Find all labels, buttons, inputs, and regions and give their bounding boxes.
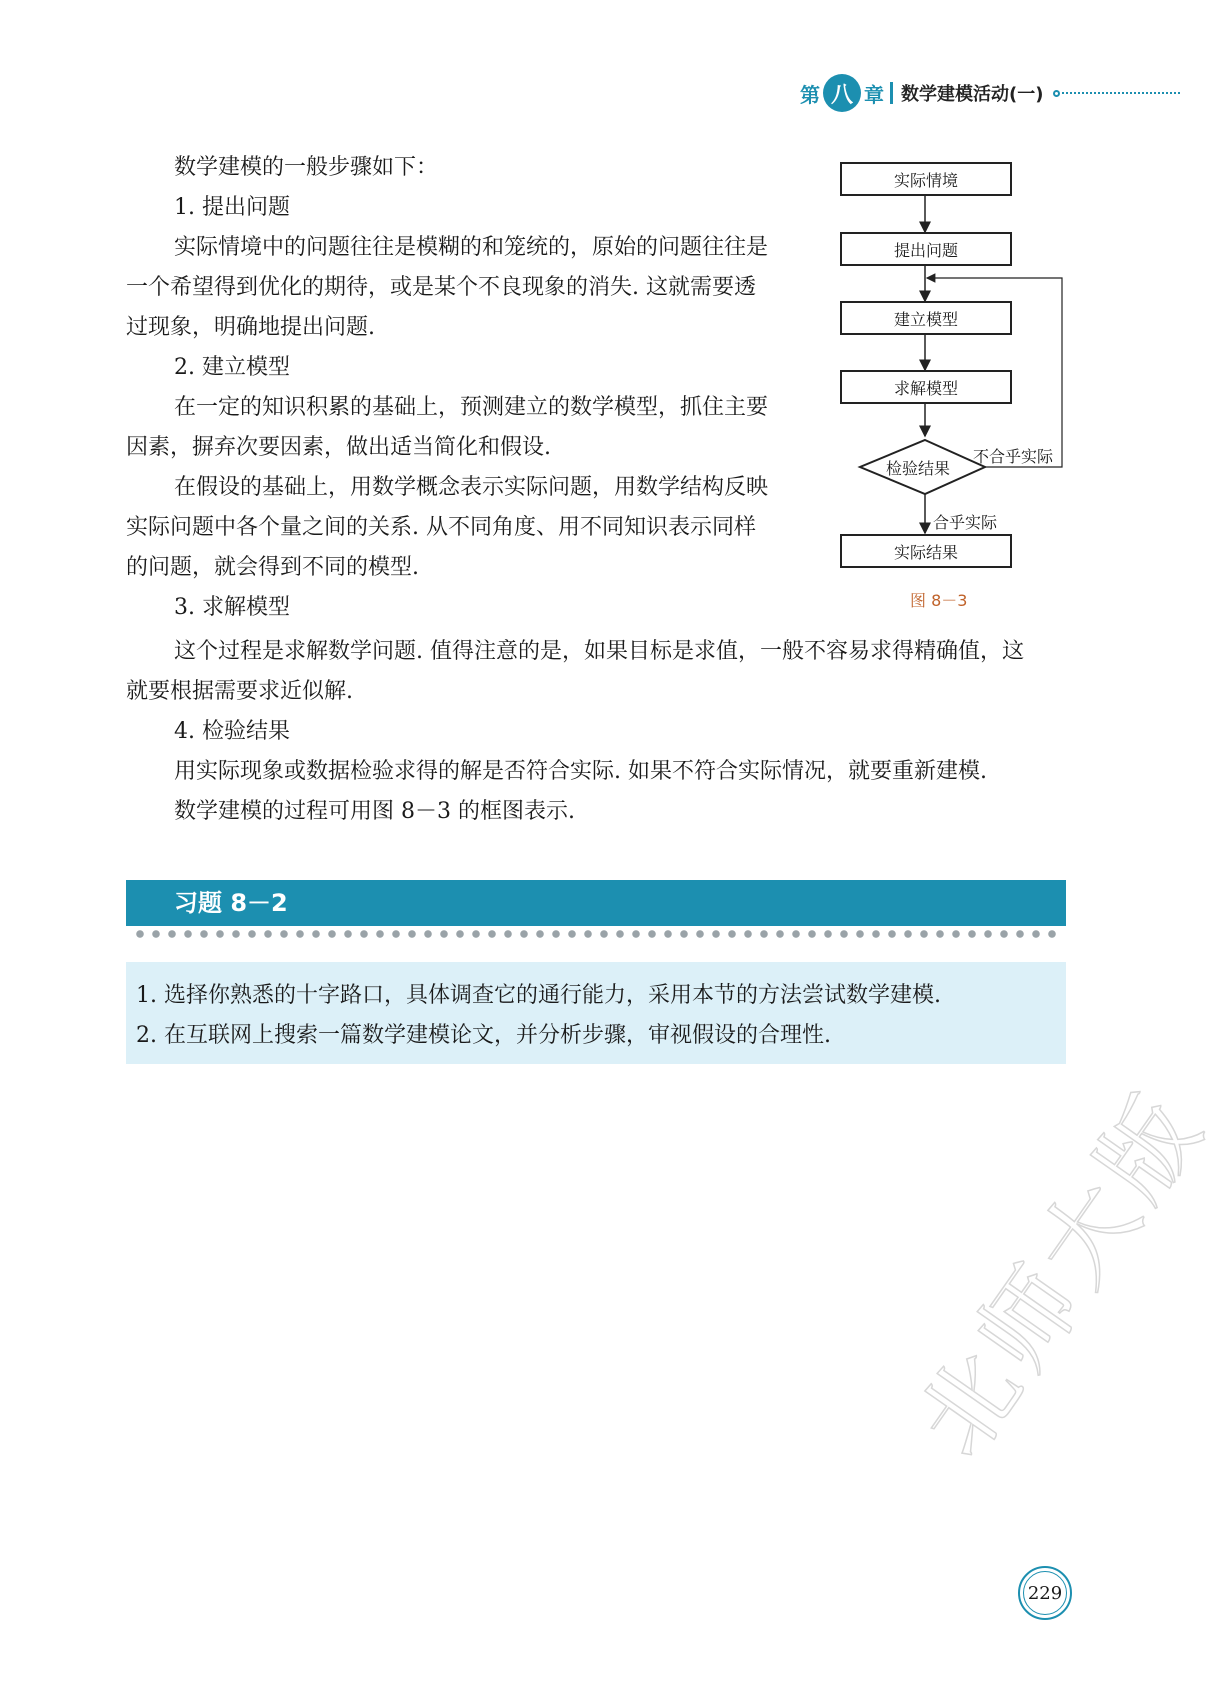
paragraph-line: 过现象，明确地提出问题. <box>126 315 375 340</box>
flow-box-pose-problem: 提出问题 <box>840 232 1012 266</box>
paragraph-line: 一个希望得到优化的期待，或是某个不良现象的消失. 这就需要透 <box>126 275 756 300</box>
paragraph-line: 因素，摒弃次要因素，做出适当简化和假设. <box>126 435 551 460</box>
paragraph-line: 用实际现象或数据检验求得的解是否符合实际. 如果不符合实际情况，就要重新建模. <box>174 759 987 784</box>
paragraph-line: 实际情境中的问题往往是模糊的和笼统的，原始的问题往往是 <box>174 235 769 260</box>
intro-line: 数学建模的一般步骤如下： <box>174 155 439 180</box>
page-number: 229 <box>1023 1571 1067 1615</box>
paragraph-line: 就要根据需要求近似解. <box>126 679 353 704</box>
modeling-flowchart <box>830 150 1080 620</box>
paragraph-line: 的问题，就会得到不同的模型. <box>126 555 419 580</box>
chapter-header <box>800 76 1180 110</box>
flow-decision-label: 检验结果 <box>886 459 951 478</box>
exercise-item: 1. 选择你熟悉的十字路口，具体调查它的通行能力，采用本节的方法尝试数学建模. <box>136 983 941 1008</box>
chapter-title: 数学建模活动(一) <box>901 84 1044 105</box>
step-heading: 3. 求解模型 <box>174 595 290 620</box>
flow-box-build-model: 建立模型 <box>840 301 1012 335</box>
exercise-dot-divider <box>132 929 1064 939</box>
flow-no-label: 不合乎实际 <box>973 447 1054 466</box>
chapter-suffix: 章 <box>864 82 884 107</box>
header-dot-icon <box>1053 90 1060 97</box>
paragraph-line: 实际问题中各个量之间的关系. 从不同角度、用不同知识表示同样 <box>126 515 756 540</box>
body-text-upper <box>126 148 816 628</box>
step-heading: 4. 检验结果 <box>174 719 290 744</box>
exercise-title: 习题 8－2 <box>126 880 1066 926</box>
header-divider <box>890 82 893 104</box>
paragraph-line: 数学建模的过程可用图 8－3 的框图表示. <box>174 799 575 824</box>
figure-caption: 图 8－3 <box>910 591 968 610</box>
chapter-prefix: 第 <box>800 82 820 107</box>
publisher-watermark: 北师大版 <box>896 1070 1227 1476</box>
flow-box-result: 实际结果 <box>840 534 1012 568</box>
flow-yes-label: 合乎实际 <box>933 513 998 532</box>
page-number-badge <box>1018 1566 1072 1620</box>
exercise-item: 2. 在互联网上搜索一篇数学建模论文，并分析步骤，审视假设的合理性. <box>136 1023 831 1048</box>
step-heading: 1. 提出问题 <box>174 195 290 220</box>
flow-box-solve-model: 求解模型 <box>840 370 1012 404</box>
paragraph-line: 在一定的知识积累的基础上，预测建立的数学模型，抓住主要 <box>174 395 769 420</box>
exercise-box <box>126 962 1066 1064</box>
flow-box-situation: 实际情境 <box>840 162 1012 196</box>
body-text-lower <box>126 632 1070 832</box>
step-heading: 2. 建立模型 <box>174 355 290 380</box>
header-dotted-line <box>1062 92 1180 94</box>
paragraph-line: 这个过程是求解数学问题. 值得注意的是，如果目标是求值，一般不容易求得精确值，这 <box>174 639 1024 664</box>
paragraph-line: 在假设的基础上，用数学概念表示实际问题，用数学结构反映 <box>174 475 769 500</box>
chapter-number-badge: 八 <box>823 74 861 112</box>
